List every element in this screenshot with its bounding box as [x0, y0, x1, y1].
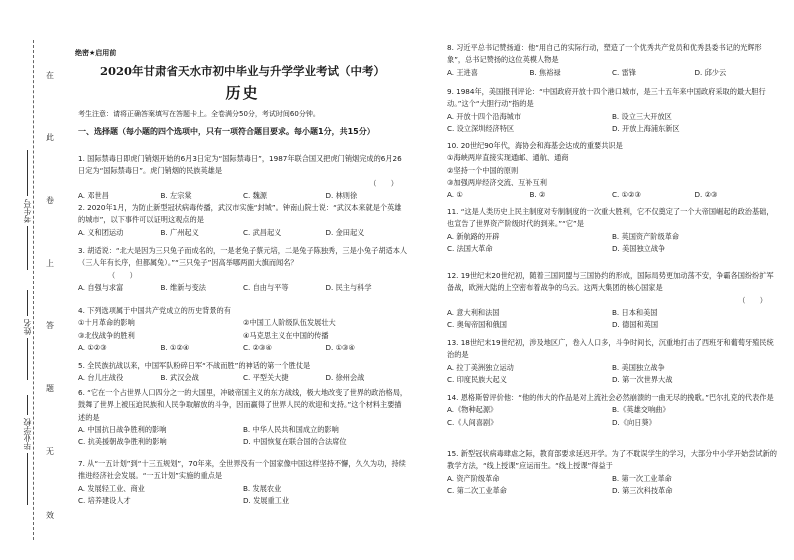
sub-item: ②中国工人阶级队伍发展壮大: [243, 318, 336, 328]
seal-char: 在: [46, 71, 54, 80]
question-stem: 14. 恩格斯曾评价他：“他的伟大的作品是对上流社会必然崩溃的一曲无尽的挽歌。”巴尔扎克的代表作是: [447, 393, 774, 402]
question-stem: 1. 国际禁毒日即虎门销烟开始的6月3日定为“国际禁毒日”，1987年联合国又把虎门销烟完成的6月26日定为“国际禁毒日”。虎门销烟的民族英雄是: [78, 154, 402, 176]
option-d: D. ②③: [694, 190, 718, 200]
sub-item: ①十月革命的影响: [78, 318, 135, 328]
exam-title: 2020年甘肃省天水市初中毕业与升学学业考试（中考）: [99, 64, 385, 78]
option-c: C. 平型关大捷: [243, 373, 289, 383]
question-9: [447, 86, 777, 135]
option-b: B. ①②④: [160, 342, 190, 352]
option-c: C. ②③④: [243, 342, 272, 352]
options-row: [78, 342, 408, 354]
option-d: D. 第三次科技革命: [612, 485, 673, 495]
question-7: [78, 458, 408, 507]
question-stem: 3. 胡适说：“北大是因为三只兔子而成名的，一是老兔子蔡元培，二是兔子陈独秀，三是小兔子胡适本人（三人年有长序，但都属兔）。”“三只兔子”因高举哪两面大旗而闻名？: [78, 246, 408, 268]
question-14: [447, 392, 777, 429]
option-b: B. 武汉会战: [160, 373, 199, 383]
confidential-mark: 绝密★启用前: [75, 49, 117, 57]
seal-char: 无: [46, 447, 54, 456]
sub-item: ④马克思主义在中国的传播: [243, 330, 329, 340]
option-b: B. 英国资产阶级革命: [612, 231, 680, 241]
answer-paren: （ ）: [108, 270, 137, 280]
seal-char: 题: [46, 384, 54, 393]
question-stem: 6. “它在一个占世界人口四分之一的大国里，冲破帝国主义的东方战线，极大地改变了世界的政治格局，鼓舞了世界上被压迫民族和人民争取解放的斗争，因而赢得了世界人民的欢迎和支持。”这个材料主要描述的是: [78, 388, 408, 422]
option-c: C. ①②③: [612, 190, 641, 200]
options-row: [78, 495, 408, 507]
question-10: [447, 140, 777, 201]
option-a: A.《物种起源》: [447, 405, 498, 415]
option-a: A. 资产阶级革命: [447, 473, 500, 483]
option-b: B.《英雄交响曲》: [612, 405, 670, 415]
question-stem: 15. 新型冠状病毒肆虐之际，教育部要求延迟开学。为了不耽误学生的学习，大部分中小学开始尝试新的教学方法，“线上授课”应运而生。“线上授课”得益于: [447, 449, 777, 471]
option-a: A. 义和团运动: [78, 227, 124, 237]
question-12: [447, 270, 777, 331]
question-stem: 9. 1984年，美国报刊评论：“中国政府开放十四个港口城市，是三十五年来中国政府采取的最大胆行动。”这个“大胆行动”指的是: [447, 87, 766, 109]
options-row: [78, 424, 408, 436]
sub-items-row: [78, 317, 408, 329]
option-c: C. 奥匈帝国和俄国: [447, 320, 507, 330]
option-a: A. 台儿庄战役: [78, 373, 124, 383]
question-stem: 8. 习近平总书记赞扬道：他“用自己的实际行动，塑造了一个优秀共产党员和优秀县委书记的光辉形象”，总书记赞扬的这位英模人物是: [447, 43, 762, 65]
question-stem: 10. 20世纪90年代，海协会和海基会达成的重要共识是: [447, 141, 623, 150]
option-d: D. 德国和英国: [612, 320, 659, 330]
option-a: A. 发展轻工业、商业: [78, 483, 145, 493]
option-b: B. 焦裕禄: [529, 67, 561, 77]
question-15: [447, 448, 777, 497]
question-8: [447, 42, 777, 79]
option-c: C. 印度民族大起义: [447, 374, 507, 384]
question-1: [78, 153, 408, 202]
option-c: C. 雷锋: [612, 67, 636, 77]
options-row: [447, 417, 777, 429]
options-row: [447, 307, 777, 319]
option-a: A. 自强与求富: [78, 282, 124, 292]
answer-paren: （ ）: [369, 178, 398, 188]
option-a: A. ①②③: [78, 342, 107, 352]
options-row: [447, 473, 777, 485]
option-b: B. 设立三大开放区: [612, 111, 672, 121]
option-c: C. 设立深圳经济特区: [447, 123, 515, 133]
option-c: C. 魏源: [243, 190, 267, 200]
sub-item: ①海峡两岸直接实现通邮、通航、通商: [447, 153, 569, 163]
question-stem: 4. 下列选项属于中国共产党成立的历史背景的有: [78, 306, 231, 315]
options-row: [78, 483, 408, 495]
options-row: [78, 436, 408, 448]
options-row: [78, 190, 408, 202]
sub-item: ②坚持一个中国的原则: [447, 165, 519, 175]
option-d: D. 邱少云: [694, 67, 727, 77]
exam-notice: 考生注意：请将正确答案填写在答题卡上。全卷满分50分，考试时间60分钟。: [78, 110, 320, 118]
options-row: [78, 372, 408, 384]
sub-items-row: [78, 330, 408, 342]
option-c: C. 法国大革命: [447, 243, 493, 253]
option-b: B. 发展农业: [243, 483, 282, 493]
option-d: D. ①③④: [325, 342, 355, 352]
option-b: B. 左宗棠: [160, 190, 192, 200]
seal-char: 上: [46, 259, 54, 268]
option-b: B. ②: [529, 190, 546, 200]
seal-char: 效: [46, 511, 54, 520]
option-d: D. 民主与科学: [325, 282, 372, 292]
question-3: [78, 245, 408, 294]
exam-number-label: 考生号: [22, 196, 33, 226]
option-b: B. 广州起义: [160, 227, 199, 237]
seal-char: 卷: [46, 196, 54, 205]
option-b: B. 维新与变法: [160, 282, 206, 292]
option-d: D. 发展重工业: [243, 495, 290, 505]
options-row: [447, 404, 777, 416]
options-row: [447, 374, 777, 386]
sub-item: ③北伐战争的胜利: [78, 330, 135, 340]
question-stem: 5. 全民族抗战以来，中国军队粉碎日军“不战而胜”的神话的第一个胜仗是: [78, 361, 311, 370]
options-row: [78, 227, 408, 239]
options-row: [447, 111, 777, 123]
option-d: D. 徐州会战: [325, 373, 365, 383]
seal-char: 答: [46, 321, 54, 330]
question-11: [447, 206, 777, 255]
option-a: A. 邓世昌: [78, 190, 109, 200]
options-row: [447, 231, 777, 243]
option-c: C. 培养建设人才: [78, 495, 131, 505]
section-heading: 一、选择题（每小题的四个选项中，只有一项符合题目要求。每小题1分，共15分）: [78, 127, 375, 136]
question-5: [78, 360, 408, 385]
option-d: D. 第一次世界大战: [612, 374, 673, 384]
option-b: B. 中华人民共和国成立的影响: [243, 424, 339, 434]
option-c: C. 第二次工业革命: [447, 485, 507, 495]
option-b: B. 第一次工业革命: [612, 473, 672, 483]
seal-char: 此: [46, 133, 54, 142]
option-c: C. 自由与平等: [243, 282, 289, 292]
option-b: B. 美国独立战争: [612, 362, 665, 372]
options-row: [78, 282, 408, 294]
question-2: [78, 202, 408, 239]
option-d: D. 开放上海浦东新区: [612, 123, 680, 133]
options-row: [447, 189, 777, 201]
option-d: D.《向日葵》: [612, 417, 656, 427]
option-a: A. 开放十四个沿海城市: [447, 111, 522, 121]
option-a: A. 新航路的开辟: [447, 231, 500, 241]
options-row: [447, 485, 777, 497]
question-stem: 7. 从“一五计划”到“十三五规划”，70年来，全世界没有一个国家像中国这样坚持不懈，久久为功，持续推进经济社会发展。“一五计划”实施的重点是: [78, 459, 406, 481]
option-d: D. 金田起义: [325, 227, 365, 237]
question-stem: 2. 2020年1月，为防止新型冠状病毒传播，武汉市实施“封城”。钟南山院士说：“武汉本来就是个英雄的城市”，以下事件可以证明这观点的是: [78, 203, 402, 225]
school-label: 毕业学校: [22, 415, 33, 453]
options-row: [447, 243, 777, 255]
options-row: [447, 362, 777, 374]
question-4: [78, 305, 408, 354]
option-d: D. 中国恢复在联合国的合法席位: [243, 437, 347, 447]
question-6: [78, 387, 408, 448]
option-a: A. 拉丁美洲独立运动: [447, 362, 514, 372]
option-b: B. 日本和美国: [612, 307, 658, 317]
option-a: A. 意大利和法国: [447, 307, 500, 317]
answer-paren: （ ）: [738, 295, 767, 305]
option-c: C.《人间喜剧》: [447, 417, 498, 427]
question-13: [447, 337, 777, 386]
options-row: [447, 67, 777, 79]
option-a: A. 中国抗日战争胜利的影响: [78, 424, 167, 434]
options-row: [447, 123, 777, 135]
options-row: [447, 319, 777, 331]
question-stem: 13. 18世纪末19世纪初，涉及地区广，卷入人口多，斗争时间长，沉重地打击了西班牙和葡萄牙殖民统治的是: [447, 338, 774, 360]
sub-item: ③加强两岸经济交流、互补互利: [447, 177, 547, 187]
option-c: C. 武昌起义: [243, 227, 282, 237]
option-d: D. 林则徐: [325, 190, 358, 200]
name-label: 姓名: [22, 316, 33, 338]
seal-dashed-line: [33, 40, 34, 540]
option-a: A. ①: [447, 190, 463, 200]
binding-margin: [0, 0, 64, 560]
option-d: D. 美国独立战争: [612, 243, 666, 253]
option-a: A. 王进喜: [447, 67, 478, 77]
option-c: C. 抗美援朝战争胜利的影响: [78, 437, 167, 447]
question-stem: 11. “这是人类历史上民主制度对专制制度的一次重大胜利，它不仅奠定了一个大帝国崛起的政治基础，也宣告了世界资产阶级时代的到来。”“它”是: [447, 207, 774, 229]
subject-title: 历史: [225, 84, 260, 102]
question-stem: 12. 19世纪末20世纪初，随着三国同盟与三国协约的形成，国际局势更加动荡不安，争霸各国纷纷扩军备战，欧洲大陆的上空密布着战争的乌云。这两大集团的核心国家是: [447, 271, 774, 293]
